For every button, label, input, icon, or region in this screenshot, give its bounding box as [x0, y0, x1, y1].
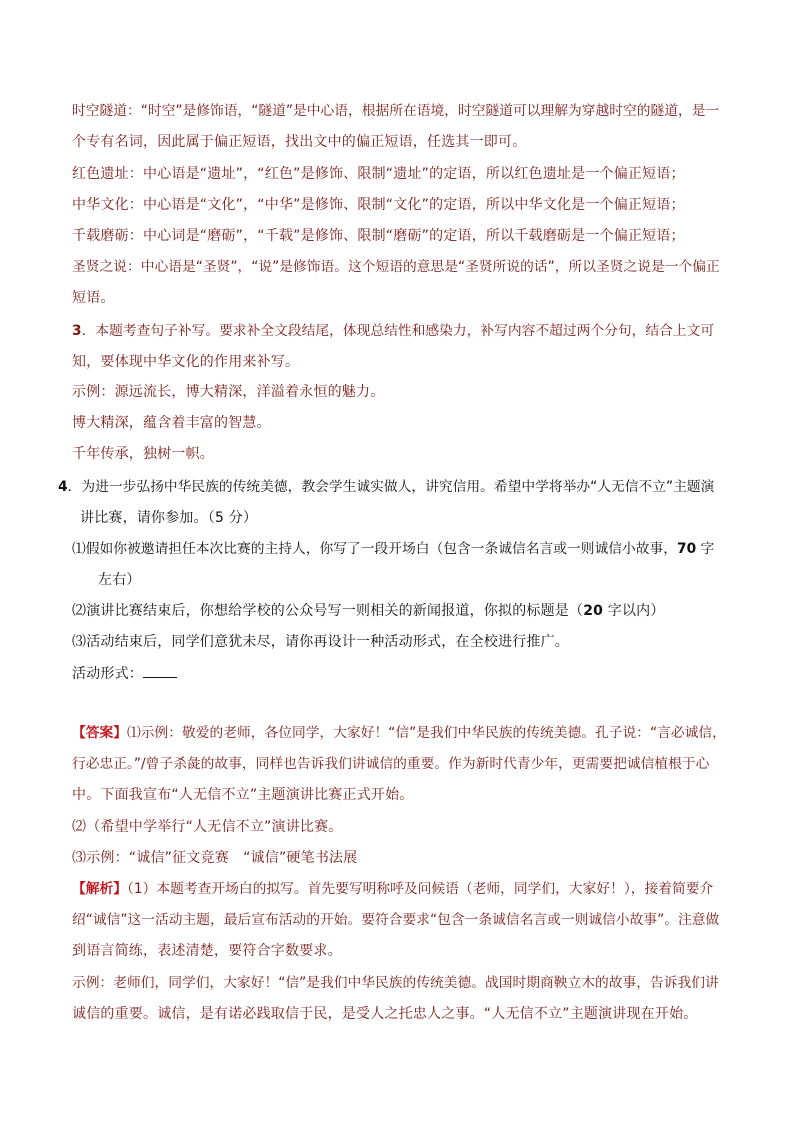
- word-count: 70: [677, 541, 697, 557]
- sub-text: 假如你被邀请担任本次比赛的主持人，你写了一段开场白（包含一条诚信名言或一则诚信小故事，: [85, 541, 678, 557]
- example-line: 示例：源远流长，博大精深，洋溢着永恒的魅力。: [72, 384, 385, 400]
- item-number: 3: [72, 323, 82, 339]
- sub-number: ⑶: [72, 850, 87, 866]
- word-count: 20: [583, 603, 604, 619]
- analysis-line: 红色遗址：中心语是“遗址”，“红色”是修饰、限制“遗址”的定语，所以红色遗址是一个偏正短语；: [72, 166, 685, 182]
- sub-question-1: 左右）: [98, 572, 141, 588]
- answer-line: [72, 848, 357, 868]
- answer-line: 行必忠正。”/曾子杀彘的故事，同样也告诉我们讲诚信的重要。作为新时代青少年，更需要把诚信植根于心: [72, 756, 710, 772]
- analysis-line: 示例：老师们，同学们，大家好！“信”是我们中华民族的传统美德。战国时期商鞅立木的故事，告诉我们讲: [72, 975, 719, 991]
- answer-text: 示例：“诚信”征文竞赛 “诚信”硬笔书法展: [86, 850, 358, 866]
- sub-question-1: [72, 539, 714, 559]
- activity-form-line: [72, 664, 177, 684]
- sub-number: ⑴: [72, 541, 86, 557]
- sub-text: 演讲比赛结束后，你想给学校的公众号写一则相关的新闻报道，你拟的标题是（: [86, 603, 584, 619]
- answer-line: [72, 723, 726, 743]
- analysis-line: 知，要体现中华文化的作用来补写。: [72, 354, 300, 370]
- sub-number: ⑵: [72, 819, 87, 835]
- answer-tag: 【答案】: [72, 725, 128, 741]
- example-line: 博大精深，蕴含着丰富的智慧。: [72, 415, 271, 431]
- sub-text: 活动结束后，同学们意犹未尽，请你再设计一种活动形式，在全校进行推广。: [86, 634, 570, 650]
- analysis-line: [72, 879, 713, 899]
- sub-text: 字: [696, 541, 715, 557]
- question-text: ．为进一步弘扬中华民族的传统美德，教会学生诚实做人，讲究信用。希望中学将举办“人无信不立”主题演: [67, 479, 715, 495]
- sub-number: ⑶: [72, 634, 87, 650]
- analysis-line: 到语言简练，表述清楚，要符合字数要求。: [72, 943, 342, 959]
- analysis-line: 千载磨砺：中心词是“磨砺”，“千载”是修饰、限制“磨砺”的定语，所以千载磨砺是一个偏正短语；: [72, 228, 685, 244]
- sub-question-3: [72, 632, 569, 652]
- answer-text: 示例：敬爱的老师，各位同学，大家好！“信”是我们中华民族的传统美德。孔子说：“言必诚信，: [140, 725, 726, 741]
- answer-line: [72, 817, 343, 837]
- answer-line: 中。下面我宣布“人无信不立”主题演讲比赛正式开始。: [72, 787, 414, 803]
- question-stem: [58, 477, 714, 497]
- activity-form-label: 活动形式：: [72, 666, 143, 682]
- answer-text: （希望中学举行“人无信不立”演讲比赛。: [86, 819, 343, 835]
- question-number: 4: [58, 479, 68, 495]
- analysis-line: 诚信的重要。诚信，是有诺必践取信于民，是受人之托忠人之事。“人无信不立”主题演讲现在开始。: [72, 1006, 698, 1022]
- sub-number: ⑴: [127, 725, 141, 741]
- sub-question-2: [72, 601, 665, 621]
- analysis-line: 个专有名词，因此属于偏正短语，找出文中的偏正短语，任选其一即可。: [72, 134, 527, 150]
- analysis-line: 时空隧道：“时空”是修饰语，“隧道”是中心语，根据所在语境，时空隧道可以理解为穿越时空的隧道，是一: [72, 103, 720, 119]
- analysis-text: （1）本题考查开场白的拟写。首先要写明称呼及问候语（老师，同学们，大家好！），接着简要介: [127, 881, 714, 897]
- analysis-tag: 【解析】: [72, 881, 128, 897]
- analysis-line: 绍“诚信”这一活动主题，最后宣布活动的开始。要符合要求“包含一条诚信名言或一则诚信小故事”。注意做: [72, 912, 720, 928]
- sub-number: ⑵: [72, 603, 87, 619]
- analysis-line: 短语。: [72, 290, 115, 306]
- analysis-text: ．本题考查句子补写。要求补全文段结尾，体现总结性和感染力，补写内容不超过两个分句，结合上文可: [81, 323, 715, 339]
- analysis-line: [72, 321, 714, 341]
- question-stem: 讲比赛，请你参加。（5 分）: [80, 510, 258, 526]
- example-line: 千年传承，独树一帜。: [72, 446, 214, 462]
- analysis-line: 中华文化：中心语是“文化”，“中华”是修饰、限制“文化”的定语，所以中华文化是一个偏正短语；: [72, 197, 685, 213]
- analysis-line: 圣贤之说：中心语是“圣贤”，“说”是修饰语。这个短语的意思是“圣贤所说的话”，所以圣贤之说是一个偏正: [72, 259, 720, 275]
- answer-blank[interactable]: [143, 665, 177, 678]
- sub-text: 字以内）: [603, 603, 665, 619]
